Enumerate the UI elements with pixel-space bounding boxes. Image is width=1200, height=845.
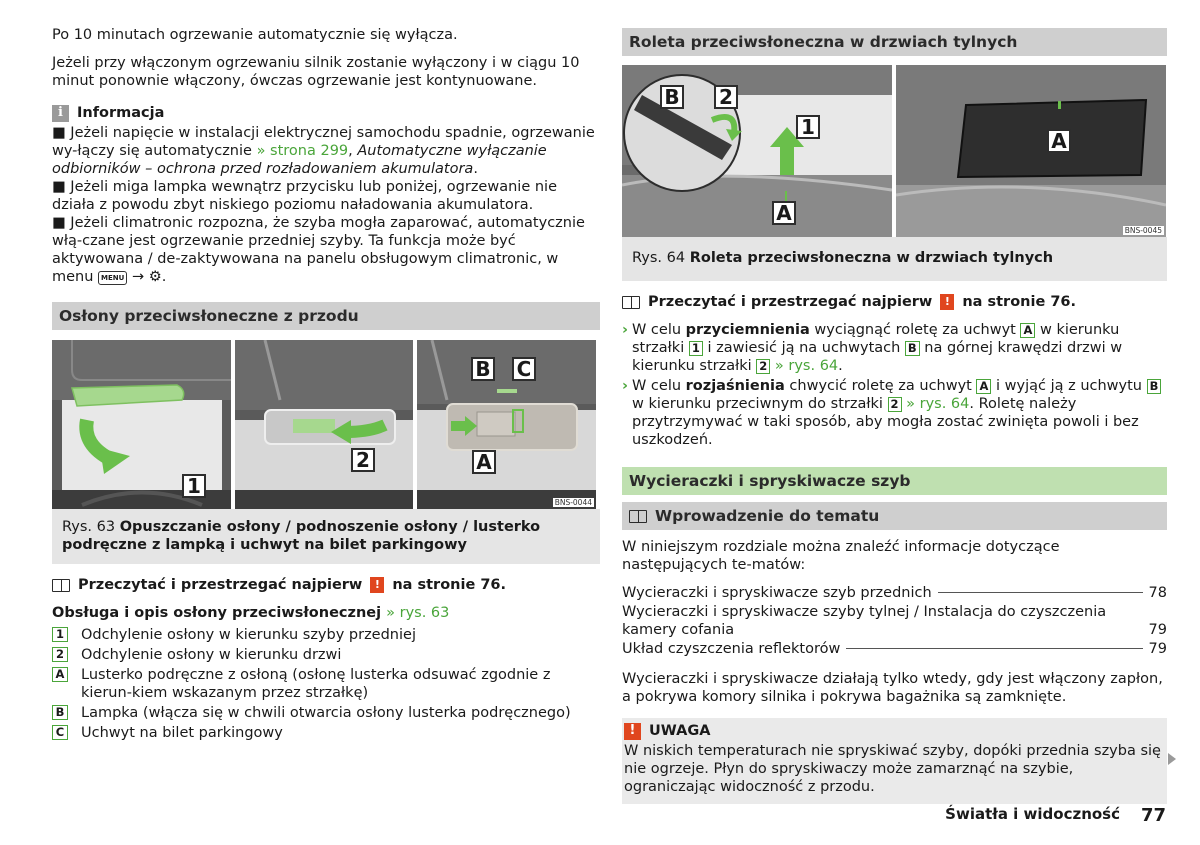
figure-images: [52, 340, 600, 509]
step-key: 2: [756, 359, 770, 374]
gear-icon: ⚙: [148, 269, 162, 285]
toc-item[interactable]: [622, 584, 1167, 602]
caption-number: Rys. 64: [632, 250, 686, 266]
step-key: A: [976, 379, 991, 394]
step-text: [632, 321, 1167, 375]
info-bullet-text: ■ Jeżeli climatronic rozpozna, że szyba mogła zaparować, automatycznie włą-czane jest ogrzewanie przedniej szyby. Ta funkcja może być aktywowana / de-zaktywowana na panelu obsługowym climatronic, w menu: [52, 215, 585, 285]
legend-item: [52, 626, 600, 644]
footer-chapter-title: Światła i widoczność: [945, 805, 1120, 823]
warning-icon: !: [624, 723, 641, 740]
step-text-part: i zawiesić ją na uchwytach: [702, 340, 905, 356]
illustration-blind-installed: [896, 65, 1166, 237]
step-key: B: [1147, 379, 1162, 394]
legend-text: Lusterko podręczne z osłoną (osłonę lusterka odsuwać zgodnie z kierun-kiem wskazanym przez strzałkę): [81, 667, 551, 701]
info-bullet-text: .: [473, 161, 478, 177]
toc-page: 79: [1148, 622, 1167, 638]
toc-text: Wycieraczki i spryskiwacze szyb przednich: [622, 585, 932, 601]
read-text: Przeczytać i przestrzegać najpierw: [78, 577, 363, 593]
figure-code: BNS-0044: [554, 498, 592, 507]
label-b: B: [471, 357, 495, 381]
legend-item: [52, 666, 600, 702]
chapter-title: Wycieraczki i spryskiwacze szyb: [622, 467, 1167, 495]
figure-link[interactable]: » rys. 64: [774, 358, 839, 374]
figure-code: BNS-0045: [1124, 226, 1162, 235]
warning-box: [622, 718, 1167, 804]
read-page: na stronie 76.: [962, 294, 1077, 310]
step-text: [632, 377, 1167, 449]
intro-text: W niniejszym rozdziale można znaleźć informacje dotyczące następujących te-matów:: [622, 539, 1060, 573]
legend-title-text: Obsługa i opis osłony przeciwsłonecznej: [52, 605, 382, 621]
label-b: B: [660, 85, 684, 109]
legend-key: 2: [52, 647, 68, 662]
label-1: 1: [182, 474, 206, 498]
step-key: A: [1020, 323, 1035, 338]
step-key: 1: [689, 341, 703, 356]
legend-text: Uchwyt na bilet parkingowy: [81, 725, 283, 741]
info-bullet-text: ,: [348, 143, 358, 159]
step-arrow-icon: ›: [622, 322, 628, 338]
step-key: B: [905, 341, 920, 356]
toc-page: 79: [1148, 641, 1167, 657]
toc-item[interactable]: [622, 603, 1167, 639]
warning-header: [622, 722, 1167, 740]
info-icon: i: [52, 105, 69, 122]
instruction-step: [622, 377, 1167, 449]
step-arrow-icon: ›: [622, 378, 628, 394]
toc-leader: [846, 648, 1142, 649]
step-key: 2: [888, 397, 902, 412]
toc-text: Wycieraczki i spryskiwacze szyby tylnej / Instalacja do czyszczenia kamery cofania: [622, 604, 1107, 638]
step-text-part: chwycić roletę za uchwyt: [784, 378, 977, 394]
figure-caption: [52, 509, 600, 564]
section-title: Roleta przeciwsłoneczna w drzwiach tylnych: [622, 28, 1167, 56]
visor-door-illustration: [235, 340, 413, 509]
info-bullet: [52, 124, 600, 178]
step-text-part: i wyjąć ją z uchwytu: [991, 378, 1147, 394]
illustration-visor-down: [52, 340, 231, 509]
page-number: 77: [1140, 805, 1166, 826]
arrow-right-icon: →: [131, 269, 145, 285]
legend-item: [52, 724, 600, 742]
blind-installed-illustration: [896, 65, 1166, 237]
label-a: A: [1047, 129, 1071, 153]
legend-item: [52, 704, 600, 722]
continue-arrow-icon: [1168, 753, 1176, 765]
info-title: Informacja: [77, 105, 165, 121]
info-bullet-italic: Automatyczne wyłączanie odbiorników – ochrona przed rozładowaniem akumulatora: [52, 143, 547, 177]
warning-mini-icon: !: [370, 577, 384, 593]
legend-key: B: [52, 705, 68, 720]
read-notice: [52, 576, 600, 594]
step-text-part: na górnej krawędzi drzwi w kierunku strzałki: [631, 340, 1123, 374]
toc-page: 78: [1148, 585, 1167, 601]
caption-text: Opuszczanie osłony / podnoszenie osłony / lusterko podręczne z lampką i uchwyt na bilet parkingowy: [62, 519, 541, 553]
read-notice: [622, 293, 1167, 311]
warning-text: W niskich temperaturach nie spryskiwać szyby, dopóki przednia szyba się nie ogrzeje. Płyn do spryskiwaczy może zamarznąć na szybie, ograniczając widoczność z przodu.: [624, 743, 1161, 795]
body-text: Wycieraczki i spryskiwacze działają tylko wtedy, gdy jest włączony zapłon, a pokrywa komory silnika i pokrywa bagażnika są zamknięte.: [622, 671, 1163, 705]
figure-images: [622, 65, 1167, 237]
legend-item: [52, 646, 600, 664]
legend-title: [52, 604, 600, 622]
info-bullet: ■ Jeżeli miga lampka wewnątrz przycisku lub poniżej, ogrzewanie nie działa z powodu zbyt niskiego poziomu naładowania akumulatora.: [52, 179, 557, 213]
caption-number: Rys. 63: [62, 519, 116, 535]
info-header: [52, 104, 600, 122]
label-2: 2: [714, 85, 738, 109]
figure-link[interactable]: » rys. 64: [906, 396, 970, 412]
caption-text: Roleta przeciwsłoneczna w drzwiach tylnych: [689, 250, 1054, 266]
legend-text: Lampka (włącza się w chwili otwarcia osłony lusterka podręcznego): [81, 705, 571, 721]
step-text-part: . Roletę należy przytrzymywać w taki sposób, aby mogła zostać zwinięta powoli i bez uszkodzeń.: [631, 396, 1139, 448]
legend-text: Odchylenie osłony w kierunku szyby przedniej: [81, 627, 416, 643]
step-text-bold: przyciemnienia: [685, 322, 810, 338]
label-c: C: [512, 357, 536, 381]
legend-key: 1: [52, 627, 68, 642]
book-icon: [52, 579, 70, 592]
page-link[interactable]: » strona 299: [256, 143, 349, 159]
menu-key-icon: MENU: [98, 271, 127, 285]
intro-title: Wprowadzenie do tematu: [655, 507, 880, 525]
info-bullet-text: .: [161, 269, 167, 285]
label-2: 2: [351, 448, 375, 472]
step-text-part: w kierunku strzałki: [631, 322, 1120, 356]
read-text: Przeczytać i przestrzegać najpierw: [648, 294, 933, 310]
step-text-part: W celu: [631, 378, 686, 394]
instruction-step: [622, 321, 1167, 375]
section-title: Osłony przeciwsłoneczne z przodu: [52, 302, 600, 330]
step-text-part: wyciągnąć roletę za uchwyt: [809, 322, 1021, 338]
illustration-blind-pull: [622, 65, 892, 237]
label-a: A: [472, 450, 496, 474]
read-page: na stronie 76.: [392, 577, 507, 593]
figure-caption: [622, 237, 1167, 281]
toc-item[interactable]: [622, 640, 1167, 658]
left-column: [52, 26, 600, 744]
legend-text: Odchylenie osłony w kierunku drzwi: [81, 647, 342, 663]
toc-text: Układ czyszczenia reflektorów: [622, 641, 841, 657]
intro-title-bar: [622, 502, 1167, 530]
illustration-visor-door: [235, 340, 413, 509]
step-text-part: w kierunku przeciwnym do strzałki: [631, 396, 888, 412]
book-icon: [629, 510, 647, 523]
info-bullet: [52, 214, 600, 286]
figure-63: [52, 340, 600, 564]
book-icon: [622, 296, 640, 309]
step-text-part: W celu: [631, 322, 686, 338]
warning-mini-icon: !: [940, 294, 954, 310]
legend-key: A: [52, 667, 68, 682]
right-column: [622, 28, 1167, 804]
label-a: A: [772, 201, 796, 225]
warning-title: UWAGA: [649, 723, 711, 739]
legend-key: C: [52, 725, 68, 740]
toc-list: [622, 584, 1167, 658]
figure-link[interactable]: » rys. 63: [386, 605, 450, 621]
paragraph: Po 10 minutach ogrzewanie automatycznie się wyłącza.: [52, 27, 458, 43]
visor-mirror-illustration: [417, 340, 596, 509]
info-bullet-text: ■ Jeżeli napięcie w instalacji elektrycznej samochodu spadnie, ogrzewanie wy-łączy się automatycznie: [52, 125, 595, 159]
figure-64: [622, 65, 1167, 281]
label-1: 1: [796, 115, 820, 139]
legend-list: [52, 626, 600, 742]
paragraph: Jeżeli przy włączonym ogrzewaniu silnik zostanie wyłączony i w ciągu 10 minut ponownie włączony, ówczas ogrzewanie jest kontynuowane.: [52, 55, 580, 89]
illustration-visor-mirror: [417, 340, 596, 509]
step-text-bold: rozjaśnienia: [685, 378, 785, 394]
toc-leader: [938, 592, 1143, 593]
step-text-part: .: [838, 358, 843, 374]
